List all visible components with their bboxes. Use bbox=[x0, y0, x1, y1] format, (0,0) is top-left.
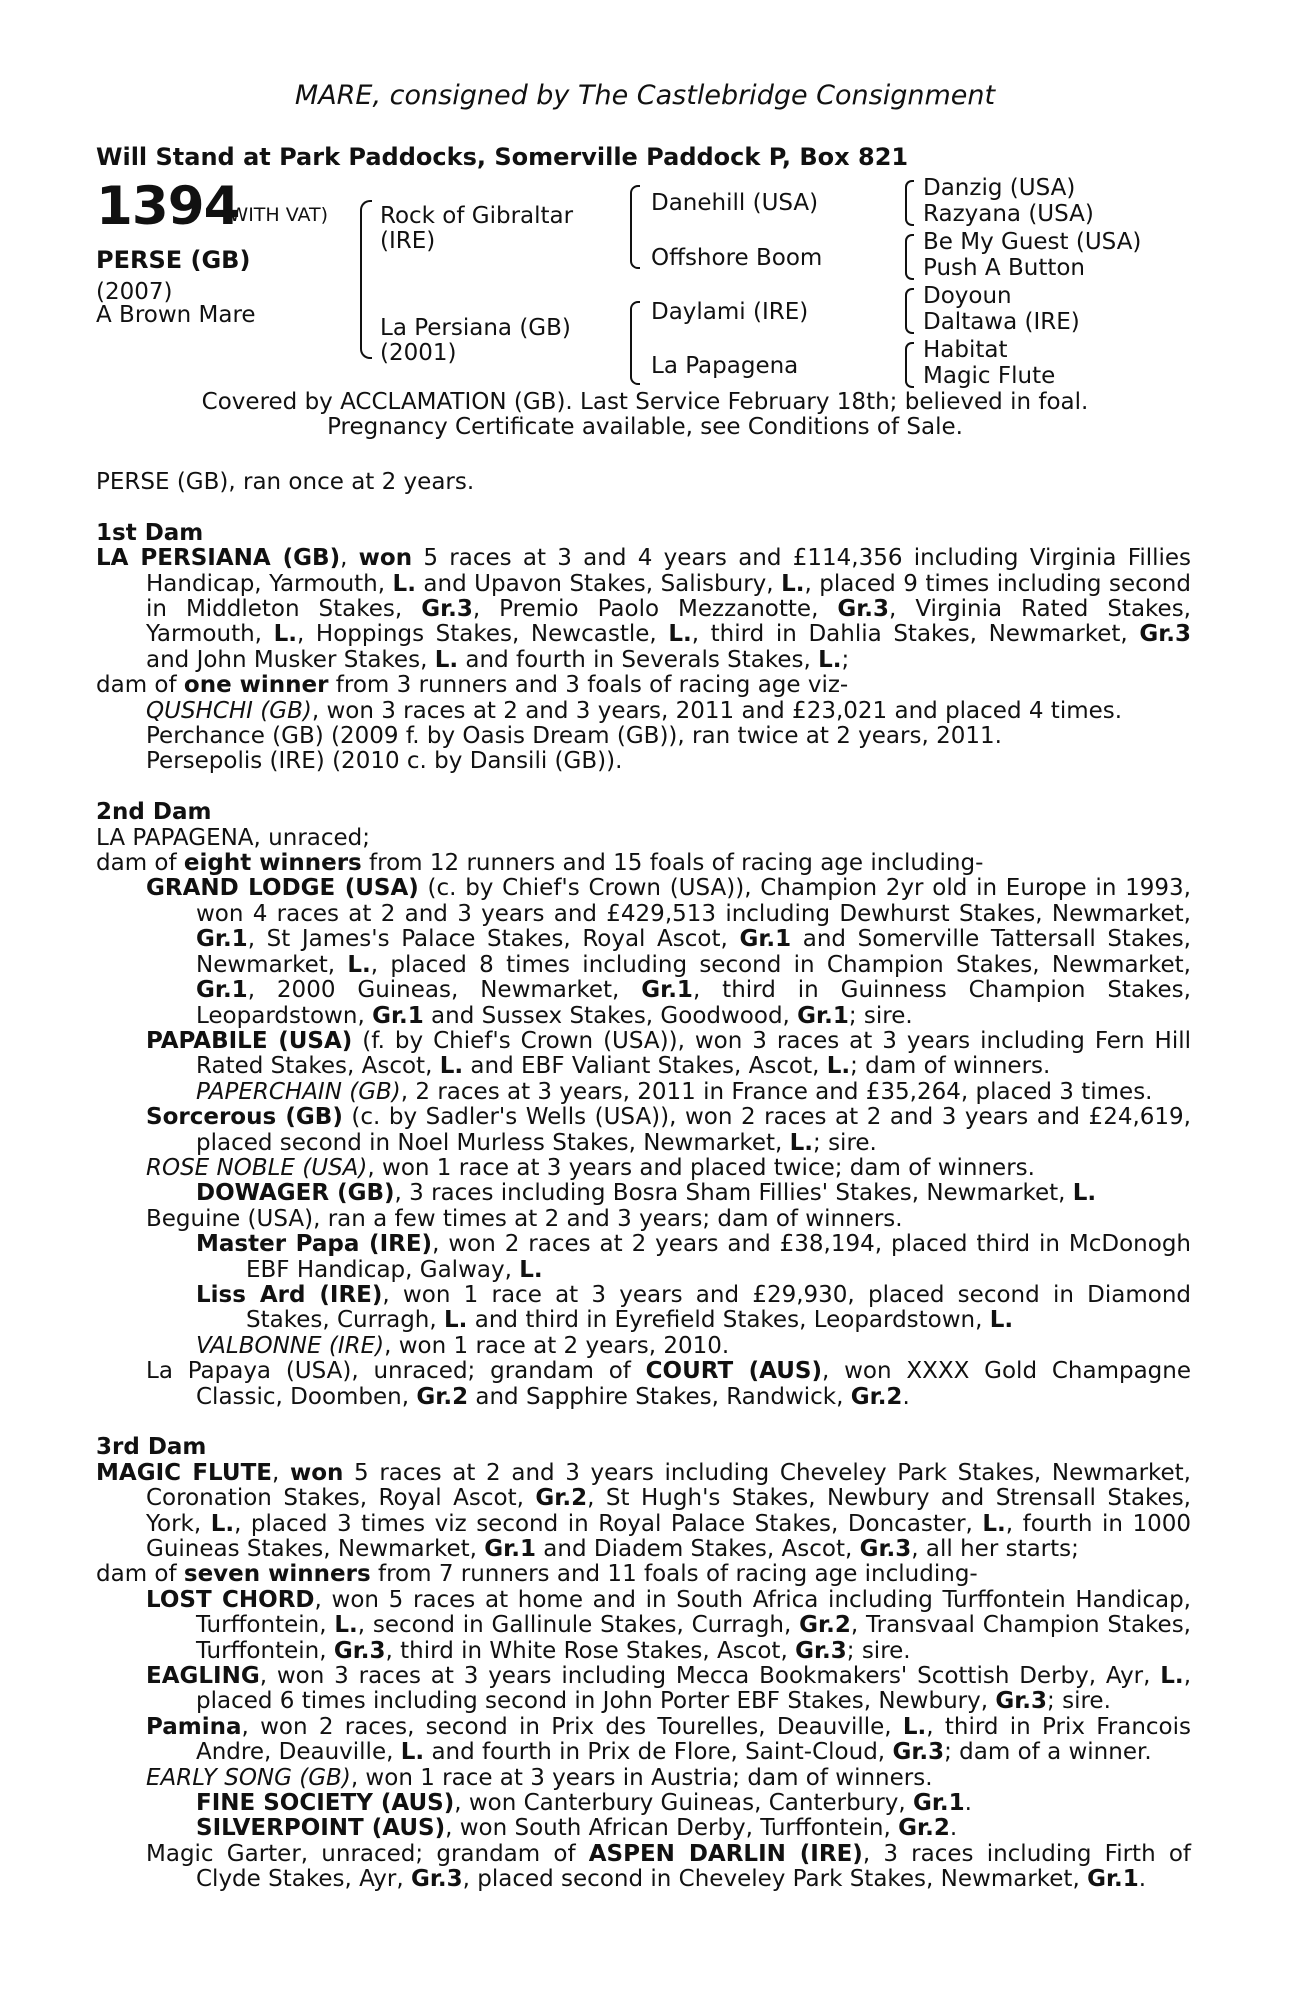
text-run: , bbox=[271, 1459, 290, 1486]
bold-text: EAGLING bbox=[146, 1663, 260, 1690]
produce-entry bbox=[96, 1080, 1191, 1105]
produce-entry bbox=[96, 1664, 1191, 1715]
bold-text: Gr.1 bbox=[739, 926, 792, 953]
text-run: (c. by Sadler's Wells (USA)), won 2 races at 2 and 3 years and £24,619, placed second in Noel Murless Stakes, Newmarket, bbox=[196, 1104, 1191, 1156]
italic-text: VALBONNE (IRE) bbox=[196, 1332, 385, 1359]
pedigree-sire-sire: Danehill (USA) bbox=[651, 190, 819, 216]
pedigree-g3-7: Habitat bbox=[923, 337, 1008, 363]
pedigree-g3-6: Daltawa (IRE) bbox=[923, 309, 1080, 335]
pedigree-bracket bbox=[905, 288, 914, 334]
text-run: , Premio Paolo Mezzanotte, bbox=[472, 596, 838, 623]
text-run: Beguine (USA), ran a few times at 2 and 3 years; dam of winners. bbox=[146, 1205, 903, 1232]
bold-text: L. bbox=[347, 951, 371, 978]
italic-text: PAPERCHAIN (GB) bbox=[196, 1078, 401, 1105]
bold-text: L. bbox=[826, 1053, 851, 1080]
text-run: and John Musker Stakes, bbox=[146, 646, 435, 673]
pedigree-bracket bbox=[905, 180, 914, 226]
bold-text: L. bbox=[818, 646, 842, 673]
horse-description: A Brown Mare bbox=[96, 302, 256, 328]
bold-text: Gr.3 bbox=[995, 1688, 1048, 1715]
bold-text: MAGIC FLUTE bbox=[96, 1459, 272, 1486]
bold-text: DOWAGER (GB) bbox=[196, 1180, 395, 1207]
italic-text: EARLY SONG (GB) bbox=[146, 1764, 351, 1791]
pregnancy-note: Pregnancy Certificate available, see Conditions of Sale. bbox=[327, 414, 963, 440]
text-run: , bbox=[340, 545, 359, 572]
text-run: and EBF Valiant Stakes, Ascot, bbox=[463, 1053, 827, 1080]
produce-entry bbox=[96, 1791, 1191, 1816]
bold-text: L. bbox=[789, 1129, 814, 1156]
text-run: , placed 6 times including second in John Porter EBF Stakes, Newbury, bbox=[196, 1663, 1191, 1715]
text-run: La Papaya (USA), unraced; grandam of bbox=[146, 1358, 646, 1385]
bold-text: Master Papa (IRE) bbox=[196, 1231, 433, 1258]
produce-entry bbox=[96, 1029, 1191, 1080]
page-heading: MARE, consigned by The Castlebridge Consignment bbox=[294, 80, 996, 111]
bold-text: one winner bbox=[183, 672, 329, 699]
text-run: ; dam of a winner. bbox=[944, 1739, 1152, 1766]
bold-text: L. bbox=[989, 1307, 1014, 1334]
bold-text: Gr.2 bbox=[850, 1383, 903, 1410]
bold-text: Gr.3 bbox=[892, 1739, 945, 1766]
text-run: and Upavon Stakes, Salisbury, bbox=[415, 570, 782, 597]
text-run: ; sire. bbox=[846, 1637, 911, 1664]
pedigree-dam-year: (2001) bbox=[380, 340, 457, 366]
produce-entry bbox=[96, 1207, 1191, 1232]
bold-text: L. bbox=[210, 1510, 235, 1537]
pedigree-g3-3: Be My Guest (USA) bbox=[923, 229, 1142, 255]
pedigree-bracket bbox=[360, 200, 372, 359]
pedigree-bracket bbox=[630, 185, 640, 269]
pedigree-g3-5: Doyoun bbox=[923, 283, 1012, 309]
text-run: dam of bbox=[96, 850, 184, 877]
dam-entry bbox=[96, 546, 1191, 673]
bold-text: Gr.1 bbox=[912, 1790, 965, 1817]
pedigree-dam: La Persiana (GB) bbox=[380, 315, 571, 341]
text-run: , 2 races at 3 years, 2011 in France and £35,264, placed 3 times. bbox=[400, 1078, 1153, 1105]
bold-text: Gr.1 bbox=[1087, 1866, 1139, 1893]
pedigree-bracket bbox=[905, 342, 914, 388]
produce-entry bbox=[96, 724, 1191, 749]
text-run: LA PAPAGENA, unraced; bbox=[96, 824, 371, 851]
text-run: Magic Garter, unraced; grandam of bbox=[146, 1840, 589, 1867]
bold-text: Gr.2 bbox=[535, 1485, 588, 1512]
text-run: (f. by Chief's Crown (USA)), won 3 races at 3 years including Fern Hill Rated Stakes, Ascot, bbox=[196, 1027, 1191, 1080]
produce-entry bbox=[96, 1283, 1191, 1334]
produce-entry bbox=[96, 876, 1191, 1028]
intro-line: PERSE (GB), ran once at 2 years. bbox=[96, 469, 475, 495]
vat-note: (WITH VAT) bbox=[222, 204, 329, 226]
bold-text: L. bbox=[1072, 1180, 1097, 1207]
text-run: , won 1 race at 2 years, 2010. bbox=[384, 1332, 730, 1359]
bold-text: LA PERSIANA (GB) bbox=[96, 545, 341, 572]
text-run: and fourth in Severals Stakes, bbox=[458, 646, 819, 673]
horse-year: (2007) bbox=[96, 279, 173, 305]
bold-text: Gr.3 bbox=[333, 1637, 386, 1664]
text-run: , won 5 races at home and in South Africa including Turffontein Handicap, Turffontein, bbox=[196, 1586, 1191, 1639]
text-run: , St Hugh's Stakes, Newbury and Strensall Stakes, York, bbox=[146, 1485, 1191, 1537]
produce-summary bbox=[96, 1562, 1191, 1587]
dam-entry bbox=[96, 826, 1191, 851]
text-run: , second in Gallinule Stakes, Curragh, bbox=[357, 1612, 800, 1639]
text-run: ; sire. bbox=[1047, 1688, 1111, 1715]
text-run: , won XXXX Gold Champagne Classic, Doomben, bbox=[196, 1358, 1191, 1410]
produce-entry bbox=[96, 1105, 1191, 1156]
bold-text: Gr.3 bbox=[859, 1536, 912, 1563]
text-run: . bbox=[964, 1790, 972, 1817]
bold-text: L. bbox=[334, 1612, 358, 1639]
text-run: , won 1 race at 3 years and £29,930, placed second in Diamond Stakes, Curragh, bbox=[246, 1281, 1191, 1334]
text-run: dam of bbox=[96, 672, 184, 699]
bold-text: L. bbox=[982, 1510, 1006, 1537]
text-run: . bbox=[902, 1383, 910, 1410]
pedigree-dam-dam: La Papagena bbox=[651, 353, 799, 379]
bold-text: Gr.3 bbox=[795, 1637, 847, 1664]
text-run: , placed second in Cheveley Park Stakes, Newmarket, bbox=[462, 1866, 1088, 1893]
pedigree-g3-8: Magic Flute bbox=[923, 363, 1056, 389]
lot-number: 1394 bbox=[96, 176, 240, 237]
bold-text: L. bbox=[439, 1053, 464, 1080]
stand-location: Will Stand at Park Paddocks, Somerville Paddock P, Box 821 bbox=[96, 143, 909, 171]
bold-text: Gr.1 bbox=[641, 977, 693, 1004]
produce-entry bbox=[96, 1232, 1191, 1283]
bold-text: Gr.2 bbox=[799, 1612, 851, 1639]
text-run: ; bbox=[841, 646, 850, 673]
italic-text: QUSHCHI (GB) bbox=[146, 697, 312, 724]
bold-text: COURT (AUS) bbox=[645, 1358, 822, 1385]
text-run: 5 races at 2 and 3 years including Cheveley Park Stakes, Newmarket, Coronation Stakes, Royal Ascot, bbox=[146, 1459, 1191, 1512]
produce-entry bbox=[96, 1156, 1191, 1181]
text-run: ; sire. bbox=[813, 1129, 877, 1156]
text-run: , won 1 race at 3 years and placed twice; dam of winners. bbox=[367, 1154, 1035, 1181]
pedigree-g3-4: Push A Button bbox=[923, 255, 1085, 281]
bold-text: Gr.3 bbox=[410, 1866, 463, 1893]
bold-text: won bbox=[358, 545, 413, 572]
text-run: , Virginia Rated Stakes, Yarmouth, bbox=[146, 596, 1191, 648]
bold-text: L. bbox=[392, 570, 416, 597]
text-run: from 3 runners and 3 foals of racing age viz- bbox=[328, 672, 849, 699]
pedigree-dam-sire: Daylami (IRE) bbox=[651, 299, 809, 325]
bold-text: GRAND LODGE (USA) bbox=[146, 875, 419, 902]
text-run: , won 3 races at 3 years including Mecca Bookmakers' Scottish Derby, Ayr, bbox=[259, 1663, 1161, 1690]
bold-text: won bbox=[289, 1459, 344, 1486]
text-run: , won 2 races at 2 years and £38,194, placed third in McDonogh EBF Handicap, Galway, bbox=[246, 1231, 1191, 1283]
bold-text: Sorcerous (GB) bbox=[146, 1104, 343, 1131]
produce-summary bbox=[96, 851, 1191, 876]
text-run: and Somerville Tattersall Stakes, Newmarket, bbox=[196, 926, 1191, 978]
bold-text: L. bbox=[781, 570, 805, 597]
pedigree-sire-dam: Offshore Boom bbox=[651, 245, 823, 271]
bold-text: Gr.2 bbox=[898, 1815, 950, 1842]
text-run: , third in White Rose Stakes, Ascot, bbox=[385, 1637, 796, 1664]
text-run: , won 1 race at 3 years in Austria; dam of winners. bbox=[350, 1764, 933, 1791]
catalogue-body bbox=[96, 470, 1191, 1893]
section-heading: 2nd Dam bbox=[96, 799, 212, 826]
text-run: , placed 3 times viz second in Royal Palace Stakes, Doncaster, bbox=[234, 1510, 983, 1537]
bold-text: Liss Ard (IRE) bbox=[196, 1281, 383, 1308]
italic-text: ROSE NOBLE (USA) bbox=[146, 1154, 368, 1181]
text-run: and Sussex Stakes, Goodwood, bbox=[423, 1002, 798, 1029]
bold-text: FINE SOCIETY (AUS) bbox=[196, 1790, 455, 1817]
produce-entry bbox=[96, 1359, 1191, 1410]
covered-note: Covered by ACCLAMATION (GB). Last Service February 18th; believed in foal. bbox=[201, 389, 1089, 415]
text-run: ; sire. bbox=[848, 1002, 913, 1029]
text-run: and Diadem Stakes, Ascot, bbox=[535, 1536, 860, 1563]
produce-entry bbox=[96, 1842, 1191, 1893]
bold-text: Gr.3 bbox=[837, 596, 890, 623]
bold-text: Pamina bbox=[146, 1713, 242, 1740]
section-heading: 3rd Dam bbox=[96, 1434, 207, 1461]
bold-text: L. bbox=[400, 1739, 425, 1766]
text-run: , fourth in 1000 Guineas Stakes, Newmarket, bbox=[146, 1510, 1191, 1563]
text-run: , 3 races including Bosra Sham Fillies' Stakes, Newmarket, bbox=[394, 1180, 1073, 1207]
section-heading: 1st Dam bbox=[96, 519, 204, 546]
text-run: , placed 9 times including second in Middleton Stakes, bbox=[146, 570, 1191, 623]
text-run: from 12 runners and 15 foals of racing age including- bbox=[361, 850, 984, 877]
produce-entry bbox=[96, 749, 1191, 774]
produce-entry bbox=[96, 699, 1191, 724]
pedigree-sire: Rock of Gibraltar bbox=[380, 203, 574, 229]
text-run: , third in Guinness Champion Stakes, Leopardstown, bbox=[196, 977, 1191, 1029]
produce-entry bbox=[96, 1181, 1191, 1206]
bold-text: SILVERPOINT (AUS) bbox=[196, 1815, 446, 1842]
pedigree-g3-1: Danzig (USA) bbox=[923, 175, 1076, 201]
text-run: , third in Prix Francois Andre, Deauville, bbox=[196, 1713, 1191, 1766]
text-run: and fourth in Prix de Flore, Saint-Cloud, bbox=[424, 1739, 893, 1766]
bold-text: L. bbox=[273, 621, 298, 648]
text-run: and Sapphire Stakes, Randwick, bbox=[468, 1383, 851, 1410]
text-run: . bbox=[949, 1815, 958, 1842]
text-run: from 7 runners and 11 foals of racing age including- bbox=[370, 1561, 978, 1588]
bold-text: L. bbox=[668, 621, 692, 648]
produce-entry bbox=[96, 1766, 1191, 1791]
text-run: , won South African Derby, Turffontein, bbox=[445, 1815, 899, 1842]
pedigree-sire-origin: (IRE) bbox=[380, 228, 436, 254]
bold-text: PAPABILE (USA) bbox=[146, 1027, 353, 1054]
bold-text: Gr.3 bbox=[421, 596, 473, 623]
text-run: . bbox=[1138, 1866, 1147, 1893]
text-run: , third in Dahlia Stakes, Newmarket, bbox=[691, 621, 1140, 648]
bold-text: L. bbox=[434, 646, 459, 673]
text-run: , St James's Palace Stakes, Royal Ascot, bbox=[247, 926, 740, 953]
text-run: dam of bbox=[96, 1561, 184, 1588]
text-run: , won 2 races, second in Prix des Tourelles, Deauville, bbox=[241, 1713, 903, 1740]
bold-text: Gr.1 bbox=[484, 1536, 536, 1563]
text-run: Persepolis (IRE) (2010 c. by Dansili (GB)). bbox=[146, 748, 623, 775]
pedigree-bracket bbox=[905, 234, 914, 280]
produce-summary bbox=[96, 673, 1191, 698]
bold-text: Gr.1 bbox=[196, 977, 248, 1004]
bold-text: L. bbox=[902, 1713, 927, 1740]
bold-text: Gr.1 bbox=[372, 1002, 424, 1029]
text-run: , placed 8 times including second in Champion Stakes, Newmarket, bbox=[370, 951, 1191, 978]
text-run: ; dam of winners. bbox=[850, 1053, 1051, 1080]
produce-entry bbox=[96, 1588, 1191, 1664]
text-run: , won Canterbury Guineas, Canterbury, bbox=[454, 1790, 913, 1817]
produce-entry bbox=[96, 1816, 1191, 1841]
text-run: 5 races at 3 and 4 years and £114,356 including Virginia Fillies Handicap, Yarmouth, bbox=[146, 545, 1192, 597]
bold-text: L. bbox=[519, 1256, 543, 1283]
bold-text: Gr.3 bbox=[1139, 621, 1191, 648]
pedigree-g3-2: Razyana (USA) bbox=[923, 201, 1094, 227]
text-run: , Transvaal Champion Stakes, Turffontein, bbox=[196, 1612, 1191, 1664]
bold-text: Gr.1 bbox=[196, 926, 248, 953]
text-run: and third in Eyrefield Stakes, Leopardstown, bbox=[467, 1307, 990, 1334]
bold-text: L. bbox=[444, 1307, 468, 1334]
dam-entry bbox=[96, 1461, 1191, 1563]
produce-entry bbox=[96, 1334, 1191, 1359]
text-run: , 3 races including Firth of Clyde Stakes, Ayr, bbox=[196, 1840, 1192, 1893]
bold-text: ASPEN DARLIN (IRE) bbox=[588, 1840, 863, 1867]
bold-text: LOST CHORD bbox=[146, 1586, 315, 1613]
text-run: , won 3 races at 2 and 3 years, 2011 and £23,021 and placed 4 times. bbox=[311, 697, 1123, 724]
text-run: Perchance (GB) (2009 f. by Oasis Dream (GB)), ran twice at 2 years, 2011. bbox=[146, 723, 1002, 750]
bold-text: Gr.2 bbox=[416, 1383, 469, 1410]
text-run: (c. by Chief's Crown (USA)), Champion 2yr old in Europe in 1993, won 4 races at 2 and 3 years and £429,513 including Dewhurst Stakes, Newmarket, bbox=[196, 875, 1191, 927]
pedigree-bracket bbox=[630, 301, 640, 385]
bold-text: Gr.1 bbox=[797, 1002, 849, 1029]
bold-text: L. bbox=[1160, 1663, 1184, 1690]
horse-name: PERSE (GB) bbox=[96, 246, 251, 274]
text-run: , 2000 Guineas, Newmarket, bbox=[247, 977, 642, 1004]
bold-text: seven winners bbox=[183, 1561, 371, 1588]
text-run: , Hoppings Stakes, Newcastle, bbox=[297, 621, 669, 648]
text-run: , all her starts; bbox=[911, 1536, 1079, 1563]
produce-entry bbox=[96, 1715, 1191, 1766]
bold-text: eight winners bbox=[183, 850, 362, 877]
